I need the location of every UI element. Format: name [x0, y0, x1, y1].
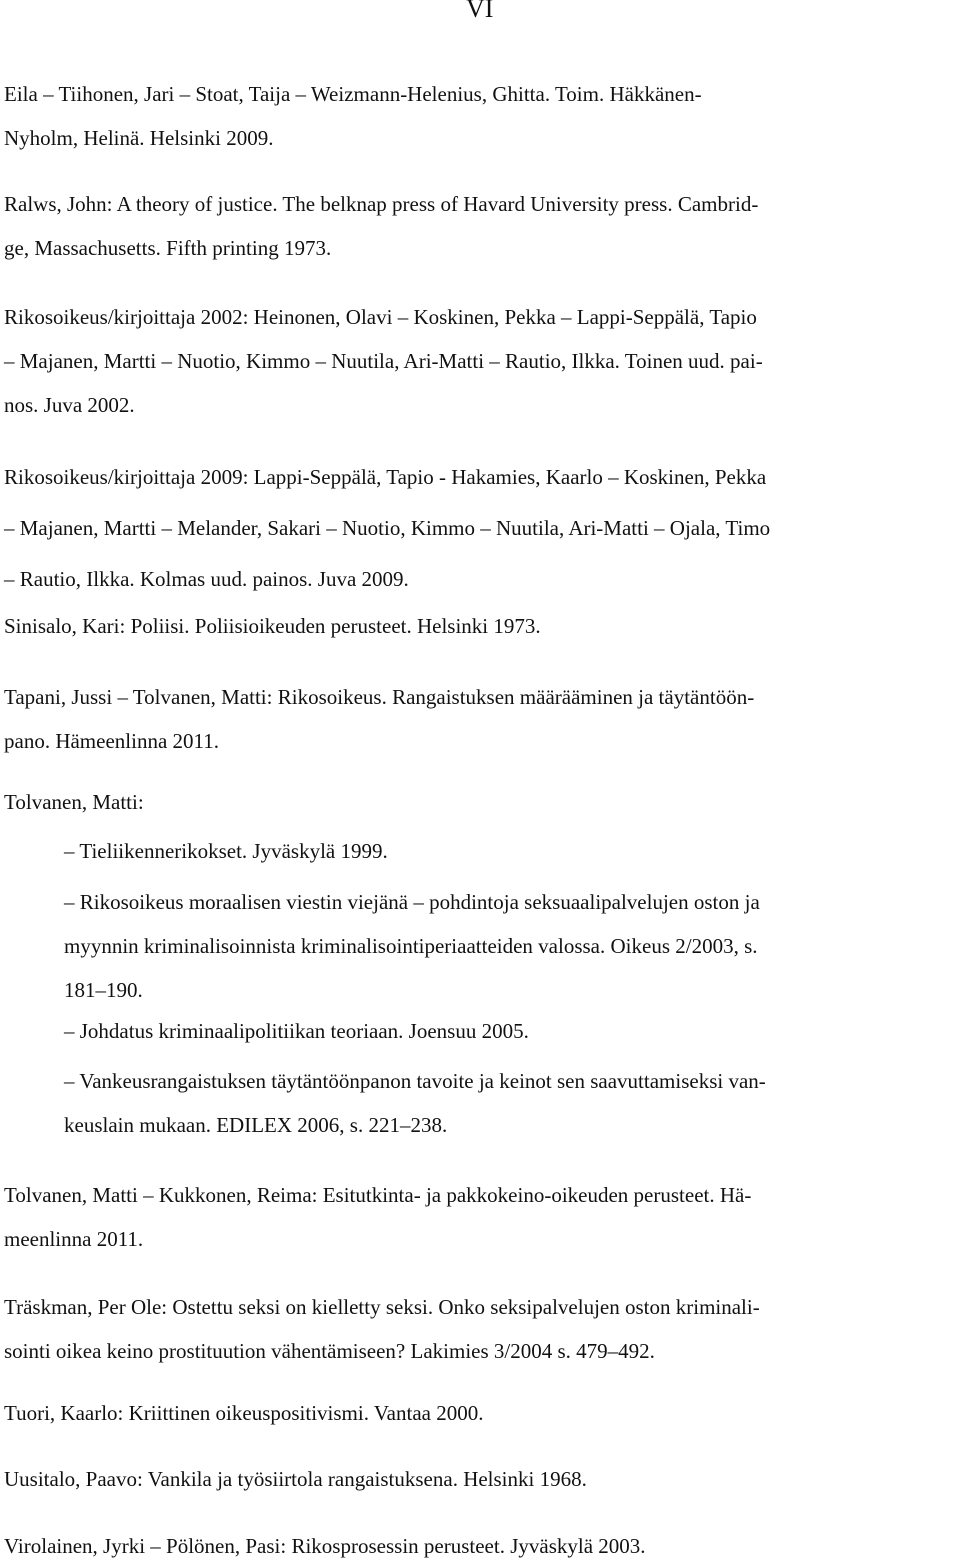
entry-line: Tapani, Jussi – Tolvanen, Matti: Rikosoikeus. Rangaistuksen määrääminen ja täytäntöön-	[4, 685, 755, 709]
entry-line: Tolvanen, Matti – Kukkonen, Reima: Esitutkinta- ja pakkokeino-oikeuden perusteet. Hä-	[4, 1183, 752, 1207]
entry-line: Sinisalo, Kari: Poliisi. Poliisioikeuden perusteet. Helsinki 1973.	[4, 614, 541, 638]
entry-line: keuslain mukaan. EDILEX 2006, s. 221–238.	[64, 1113, 448, 1137]
entry-line: myynnin kriminalisoinnista kriminalisointiperiaatteiden valossa. Oikeus 2/2003, s.	[64, 934, 758, 958]
sub-entry-vankeusrangaistuksen	[64, 1059, 960, 1147]
entry-line: Träskman, Per Ole: Ostettu seksi on kielletty seksi. Onko seksipalvelujen oston kriminali-	[4, 1295, 760, 1319]
entry-line: Rikosoikeus/kirjoittaja 2009: Lappi-Seppälä, Tapio - Hakamies, Kaarlo – Koskinen, Pekka	[4, 465, 767, 489]
entry-line: Tolvanen, Matti:	[4, 790, 144, 814]
entry-line: Virolainen, Jyrki – Pölönen, Pasi: Rikosprosessin perusteet. Jyväskylä 2003.	[4, 1534, 646, 1558]
bibliography-entry-rawls	[4, 182, 960, 270]
entry-line: 181–190.	[64, 978, 143, 1002]
entry-line: Tuori, Kaarlo: Kriittinen oikeuspositivismi. Vantaa 2000.	[4, 1401, 484, 1425]
entry-line: meenlinna 2011.	[4, 1227, 144, 1251]
page-number: VI	[466, 0, 494, 23]
bibliography-entry-sinisalo	[4, 611, 960, 641]
entry-line: ge, Massachusetts. Fifth printing 1973.	[4, 236, 332, 260]
entry-line: – Majanen, Martti – Melander, Sakari – Nuotio, Kimmo – Nuutila, Ari-Matti – Ojala, Timo	[4, 516, 771, 540]
entry-line: – Rikosoikeus moraalisen viestin viejänä – pohdintoja seksuaalipalvelujen oston ja	[64, 890, 760, 914]
bibliography-entry-uusitalo	[4, 1464, 960, 1494]
entry-line: – Johdatus kriminaalipolitiikan teoriaan. Joensuu 2005.	[64, 1019, 529, 1043]
bibliography-entry-tuori	[4, 1398, 960, 1428]
bibliography-entry-eila	[4, 72, 960, 160]
bibliography-entry-virolainen	[4, 1531, 960, 1561]
bibliography-entry-rikosoikeus-2009	[4, 452, 960, 605]
entry-line: Rikosoikeus/kirjoittaja 2002: Heinonen, Olavi – Koskinen, Pekka – Lappi-Seppälä, Tapio	[4, 305, 757, 329]
entry-line: Ralws, John: A theory of justice. The belknap press of Havard University press. Cambrid-	[4, 192, 759, 216]
bibliography-entry-tolvanen-kukkonen	[4, 1173, 960, 1261]
bibliography-entry-tapani	[4, 675, 960, 763]
bibliography-entry-rikosoikeus-2002	[4, 295, 960, 427]
entry-line: – Rautio, Ilkka. Kolmas uud. painos. Juva 2009.	[4, 567, 409, 591]
entry-line: Nyholm, Helinä. Helsinki 2009.	[4, 126, 274, 150]
entry-line: Uusitalo, Paavo: Vankila ja työsiirtola rangaistuksena. Helsinki 1968.	[4, 1467, 587, 1491]
bibliography-entry-traskman	[4, 1285, 960, 1373]
entry-line: – Majanen, Martti – Nuotio, Kimmo – Nuutila, Ari-Matti – Rautio, Ilkka. Toinen uud. pai-	[4, 349, 763, 373]
sub-entry-tieliikennerikokset	[64, 836, 960, 866]
entry-line: Eila – Tiihonen, Jari – Stoat, Taija – Weizmann-Helenius, Ghitta. Toim. Häkkänen-	[4, 82, 702, 106]
entry-line: – Tieliikennerikokset. Jyväskylä 1999.	[64, 839, 388, 863]
sub-entry-rikosoikeus-moraalisen	[64, 880, 960, 1012]
sub-entry-johdatus	[64, 1016, 960, 1046]
entry-line: sointi oikea keino prostituution vähentämiseen? Lakimies 3/2004 s. 479–492.	[4, 1339, 655, 1363]
entry-line: – Vankeusrangaistuksen täytäntöönpanon tavoite ja keinot sen saavuttamiseksi van-	[64, 1069, 766, 1093]
entry-line: pano. Hämeenlinna 2011.	[4, 729, 219, 753]
bibliography-entry-tolvanen-heading	[4, 787, 960, 817]
entry-line: nos. Juva 2002.	[4, 393, 135, 417]
